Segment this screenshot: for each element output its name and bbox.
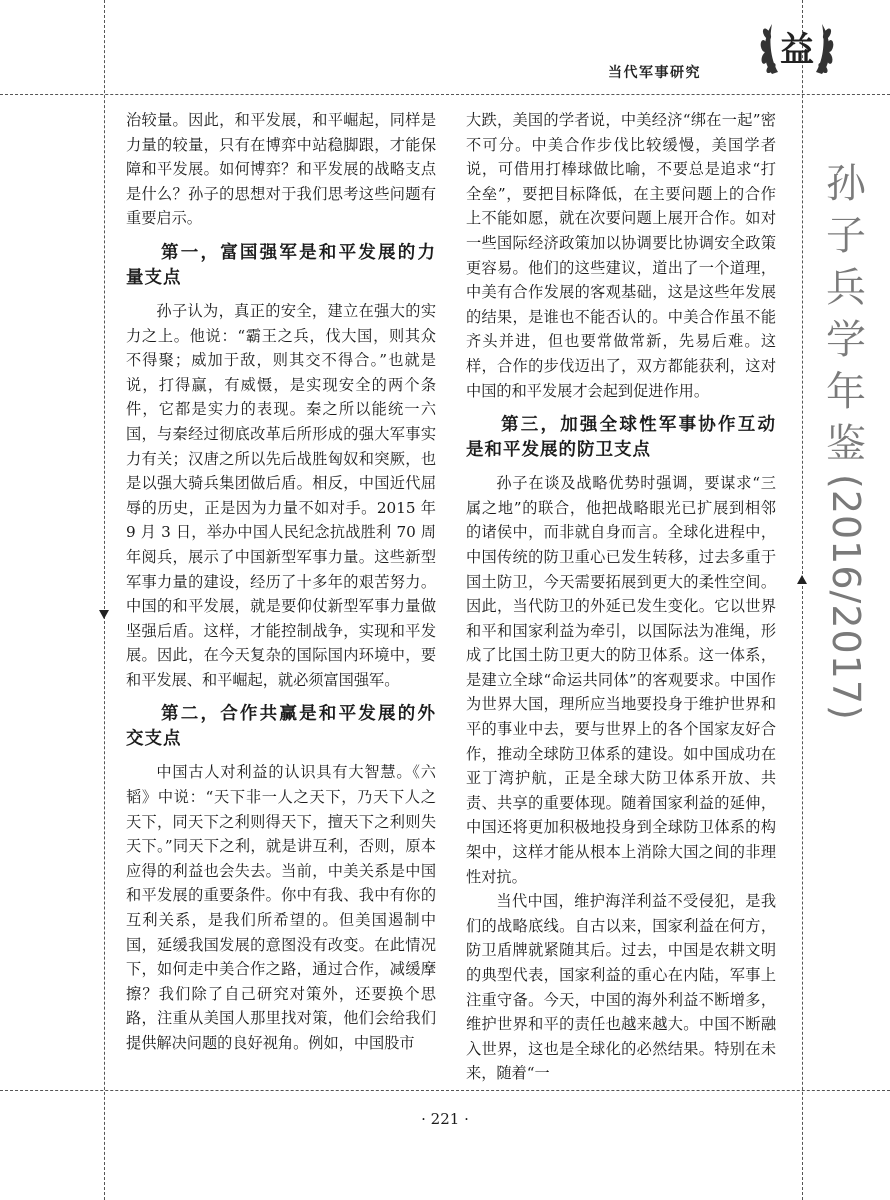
crop-guide-top	[0, 94, 890, 95]
crop-guide-right	[802, 0, 803, 1200]
side-book-title	[818, 158, 874, 725]
crop-marker-down-icon	[99, 610, 109, 619]
paragraph: 治较量。因此，和平发展，和平崛起，同样是力量的较量，只有在博弈中站稳脚跟，才能保障和平发展。如何博弈？和平发展的战略支点是什么？孙子的思想对于我们思考这些问题有重要启示。	[126, 111, 436, 228]
paragraph: 大跌，美国的学者说，中美经济“绑在一起”密不可分。中美合作步伐比较缓慢，美国学者说，可借用打棒球做比喻，不要总是追求“打全垒”，要把目标降低，在主要问题上的合作上不能如愿，就在次要问题上展开合作。如对一些国际经济政策加以协调要比协调安全政策更容易。他们的这些建议，道出了一个道理，中美有合作发展的客观基础，这是这些年发展的结果，是谁也不能否认的。中美合作虽不能齐头并进，但也要常做常新，先易后难。这样，合作的步伐迈出了，双方都能获利，这对中国的和平发展才会起到促进作用。	[466, 111, 776, 400]
left-column	[126, 108, 436, 1056]
emblem-char: 益	[780, 30, 814, 70]
side-title-char: 子	[826, 213, 866, 259]
crop-guide-left	[104, 0, 105, 1200]
section-heading: 第一，富国强军是和平发展的力量支点	[126, 242, 436, 288]
crop-guide-bottom	[0, 1090, 890, 1091]
paragraph: 孙子认为，真正的安全，建立在强大的实力之上。他说：“霸王之兵，伐大国，则其众不得聚；威加于敌，则其交不得合。”也就是说，打得赢，有威慑，是实现安全的两个条件，它都是实力的表现。秦之所以能统一六国，与秦经过彻底改革后所形成的强大军事实力有关；汉唐之所以先后战胜匈奴和突厥，也是以强大骑兵集团做后盾。相反，中国近代屈辱的历史，正是因为力量不如对手。2015 年 9 月 3 日，举办中国人民纪念抗战胜利 70 周年阅兵，展示了中国新型军事力量。这些新型军事力量的建设，经历了十多年的艰苦努力。中国的和平发展，就是要仰仗新型军事力量做坚强后盾。这样，才能控制战争，实现和平发展。因此，在今天复杂的国际国内环境中，要和平发展、和平崛起，就必须富国强军。	[126, 301, 436, 689]
paragraph: 当代中国，维护海洋利益不受侵犯，是我们的战略底线。自古以来，国家利益在何方，防卫盾牌就紧随其后。过去，中国是农耕文明的典型代表，国家利益的重心在内陆，军事上注重守备。今天，中国的海外利益不断增多，维护世界和平的责任也越来越大。中国不断融入世界，这也是全球化的必然结果。特别在未来，随着“一	[466, 892, 776, 1083]
paragraph: 孙子在谈及战略优势时强调，要谋求“三属之地”的联合，他把战略眼光已扩展到相邻的诸侯中，而非就自身而言。全球化进程中，中国传统的防卫重心已发生转移，过去多重于国土防卫，今天需要拓展到更大的柔性空间。因此，当代防卫的外延已发生变化。它以世界和平和国家利益为牵引，以国际法为准绳，形成了比国土防卫更大的防卫体系。这一体系，是建立全球“命运共同体”的客观要求。中国作为世界大国，理所应当地要投身于维护世界和平的事业中去，要与世界上的各个国家友好合作，推动全球防卫体系的建设。如中国成功在亚丁湾护航，正是全球大防卫体系开放、共责、共享的重要体现。随着国家利益的延伸，中国还将更加积极地投身到全球防卫体系的构架中，这样才能从根本上消除大国之间的非理性对抗。	[466, 474, 776, 886]
side-title-year: (2016/2017)	[824, 474, 868, 721]
paragraph: 中国古人对利益的认识具有大智慧。《六韬》中说：“天下非一人之天下，乃天下人之天下，同天下之利则得天下，擅天下之利则失天下。”同天下之利，就是讲互利，否则，原本应得的利益也会失去。当前，中美关系是中国和平发展的重要条件。你中有我、我中有你的互利关系，是我们所希望的。但美国遏制中国，延缓我国发展的意图没有改变。在此情况下，如何走中美合作之路，通过合作，减缓摩擦？我们除了自己研究对策外，还要换个思路，注重从美国人那里找对策，他们会给我们提供解决问题的良好视角。例如，中国股市	[126, 763, 436, 1052]
running-head-title: 当代军事研究	[608, 65, 701, 81]
page-number: · 221 ·	[421, 1110, 469, 1128]
laurel-emblem-icon	[758, 14, 836, 84]
side-title-char: 鉴	[826, 421, 866, 467]
side-title-char: 年	[826, 369, 866, 415]
right-column	[466, 108, 776, 1086]
side-title-char: 学	[826, 317, 866, 363]
section-heading: 第三，加强全球性军事协作互动是和平发展的防卫支点	[466, 415, 776, 461]
side-title-char: 孙	[826, 161, 866, 207]
section-heading: 第二，合作共赢是和平发展的外交支点	[126, 704, 436, 750]
crop-marker-up-icon	[797, 575, 807, 584]
side-title-char: 兵	[826, 265, 866, 311]
